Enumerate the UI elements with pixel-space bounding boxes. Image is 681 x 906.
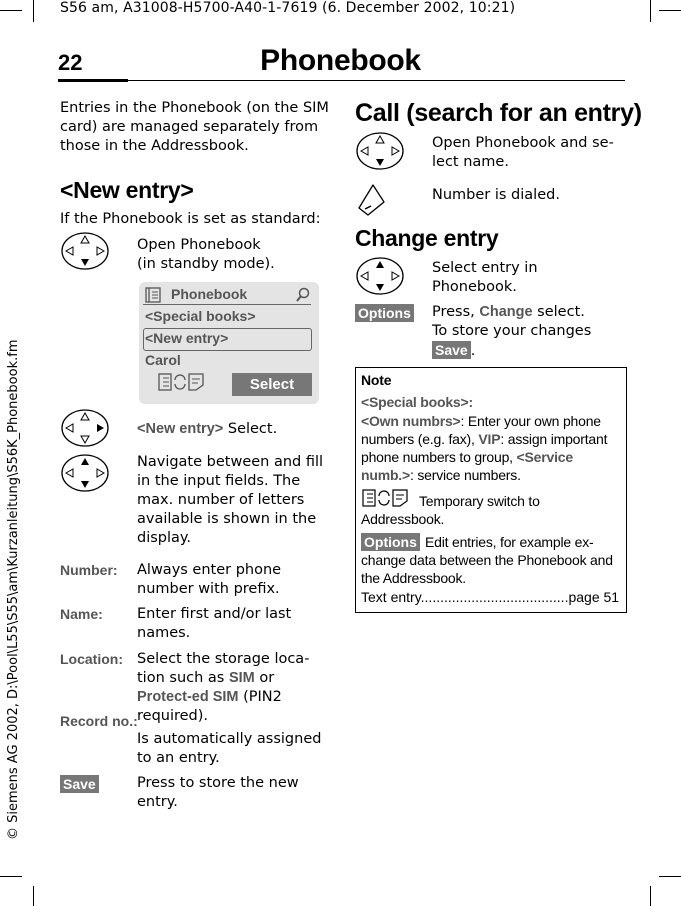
call-step2: Number is dialed. [432, 187, 560, 203]
crop-mark [659, 10, 681, 11]
location-text-a: Select the storage loca-tion such as [137, 651, 310, 686]
select-text: select. [532, 304, 585, 320]
call-heading: Call (search for an entry) [355, 99, 642, 127]
options-softkey: Options [355, 304, 414, 322]
note-title: Note [361, 372, 392, 388]
number-label: Number: [60, 562, 118, 578]
title-divider [143, 304, 311, 305]
store-changes-text: To store your changes [432, 323, 592, 339]
ref-dots: ...................................... [420, 589, 569, 605]
own-numbrs-text: : Enter your own phone numbers (e.g. fax), [361, 413, 601, 447]
print-meta: S56 am, A31008-H5700-A40-1-7619 (6. December 2002, 10:21) [60, 0, 516, 16]
vip-text: : assign important phone numbers to group, [361, 431, 608, 465]
step2-suffix: Select. [223, 421, 278, 437]
page-title: Phonebook [260, 44, 421, 77]
standard-line: If the Phonebook is set as standard: [60, 211, 321, 227]
service-text: : service numbers. [409, 467, 521, 483]
change-step1: Select entry in Phonebook. [432, 260, 538, 295]
phone-item-selected: <New entry> [145, 330, 229, 346]
protected-sim-keyword: Protect-ed SIM [137, 689, 239, 705]
side-footer: © Siemens AG 2002, D:\Pool\L55\S55\am\Kurzanleitung\S56K_Phonebook.fm [6, 339, 21, 840]
crop-mark [650, 0, 651, 22]
save-line [432, 341, 475, 361]
step1-line1: Open Phonebook [137, 237, 261, 253]
phone-item: Carol [145, 352, 181, 368]
new-entry-heading: <New entry> [60, 177, 194, 203]
addressbook-switch-icon [157, 372, 207, 392]
service-keyword: <Service numb.> [361, 449, 573, 483]
page-number: 22 [58, 50, 83, 75]
save-softkey: Save [60, 775, 99, 793]
navigation-updown-icon [355, 256, 405, 296]
call-step1: Open Phonebook and se-lect name. [432, 135, 614, 170]
intro-paragraph: Entries in the Phonebook (on the SIM card) are managed separately from those in the Addressbook. [60, 100, 329, 154]
save-softkey: Save [432, 341, 471, 359]
ref-label: Text entry [361, 589, 421, 605]
header-rule [128, 80, 625, 81]
step3-text: Navigate between and fill in the input fields. The max. number of letters available is shown in the display. [137, 454, 324, 546]
phone-item: <Special books> [145, 308, 256, 324]
name-text: Enter first and/or last names. [137, 606, 292, 641]
navigation-updown-icon [60, 453, 110, 493]
save-text: Press to store the new entry. [137, 775, 299, 810]
navigation-right-icon [60, 408, 110, 448]
select-softkey: Select [232, 373, 312, 396]
header-rule-thick [58, 79, 128, 82]
crop-mark [0, 876, 22, 877]
phone-screen-title: Phonebook [171, 286, 248, 302]
location-text-b: (PIN2 required). [137, 689, 282, 724]
vip-keyword: VIP [478, 431, 501, 447]
change-heading: Change entry [355, 225, 499, 251]
switch-text: Temporary switch to Addressbook. [361, 493, 540, 527]
location-or: or [254, 670, 275, 686]
special-books-label: <Special books>: [361, 394, 473, 410]
sim-keyword: SIM [228, 670, 255, 686]
navigation-key-icon [60, 231, 110, 271]
call-key-icon [356, 182, 388, 218]
options-note-text: Edit entries, for example ex-change data between the Phonebook and the Addressbook. [361, 534, 613, 586]
record-no-label: Record no.: [60, 713, 138, 729]
number-text: Always enter phone number with prefix. [137, 562, 282, 597]
navigation-key-icon [355, 131, 405, 171]
special-books-text [361, 412, 623, 484]
location-text [137, 650, 332, 726]
crop-mark [33, 886, 34, 906]
search-icon [295, 287, 311, 303]
options-softkey: Options [361, 533, 420, 551]
press-change-text [432, 303, 585, 322]
record-no-text: Is automatically assigned to an entry. [137, 731, 322, 766]
page-reference [361, 589, 619, 605]
change-keyword: Change [479, 304, 533, 320]
ref-page: page 51 [568, 589, 619, 605]
own-numbrs-keyword: <Own numbrs> [361, 413, 461, 429]
phonebook-icon [145, 287, 165, 303]
note-box [355, 367, 627, 613]
step2-text [137, 420, 277, 439]
new-entry-keyword: <New entry> [137, 421, 224, 437]
crop-mark [33, 0, 34, 22]
name-label: Name: [60, 606, 103, 622]
press-text: Press, [432, 304, 480, 320]
location-label: Location: [60, 651, 123, 667]
crop-mark [659, 876, 681, 877]
step1-line2: (in standby mode). [137, 256, 275, 272]
crop-mark [650, 886, 651, 906]
phone-display [139, 282, 319, 404]
crop-mark [0, 10, 22, 11]
period: . [470, 343, 476, 359]
